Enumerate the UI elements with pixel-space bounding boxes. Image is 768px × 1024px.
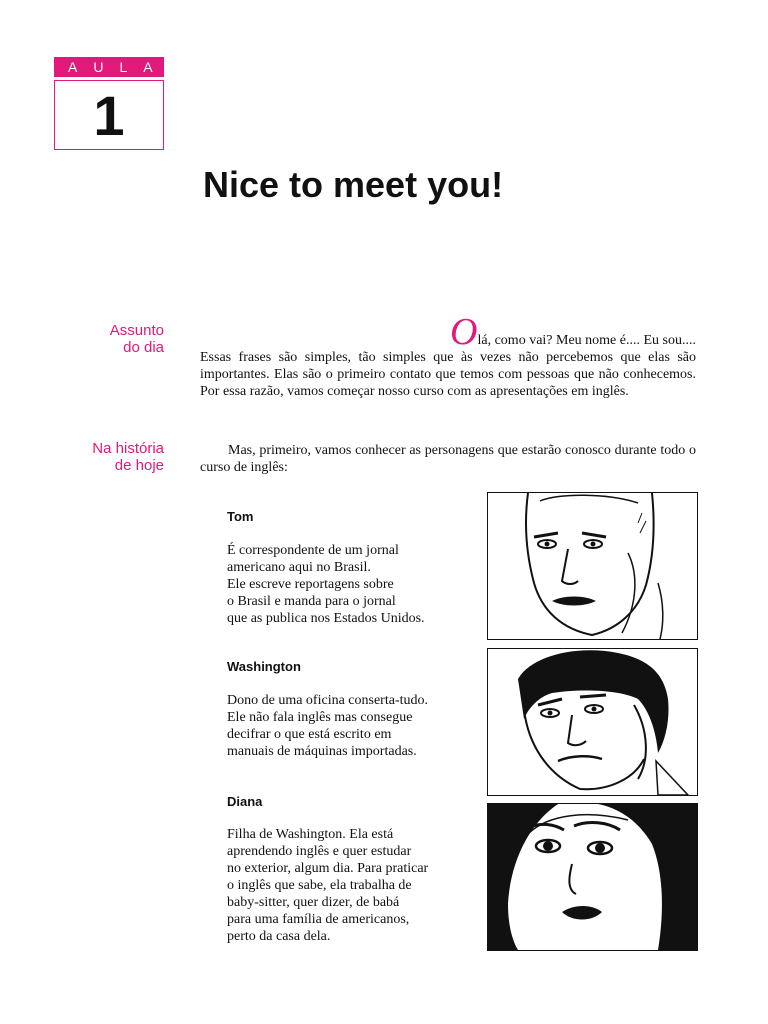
page-title: Nice to meet you! xyxy=(203,164,504,205)
character-description-washington xyxy=(227,692,477,760)
assunto-body: Essas frases são simples, tão simples que às vezes não percebemos que elas são importantes. Elas são o primeiro contato que temos com pessoas que não conhecemos. Por essa razão, vamos começar nosso curso com as apresentações em inglês. xyxy=(200,350,696,399)
section-label-historia xyxy=(34,440,164,474)
man-dark-hair-portrait-icon xyxy=(488,649,697,795)
character-name-tom: Tom xyxy=(227,509,254,524)
description-line: o Brasil e manda para o jornal xyxy=(227,594,396,609)
section-label-assunto-line2: do dia xyxy=(123,339,164,356)
description-line: É correspondente de um jornal xyxy=(227,543,399,558)
description-line: baby-sitter, quer dizer, de babá xyxy=(227,895,400,910)
character-description-tom xyxy=(227,542,477,627)
description-line: para uma família de americanos, xyxy=(227,912,410,927)
description-line: no exterior, algum dia. Para praticar xyxy=(227,861,429,876)
assunto-first-line xyxy=(200,311,696,353)
portrait-tom xyxy=(487,492,698,640)
section-label-historia-line2: de hoje xyxy=(114,457,164,474)
portrait-diana xyxy=(487,803,698,951)
description-line: decifrar o que está escrito em xyxy=(227,727,392,742)
man-face-portrait-icon xyxy=(488,493,697,639)
drop-cap: O xyxy=(450,311,478,353)
section-label-historia-line1: Na história xyxy=(92,440,164,457)
character-name-diana: Diana xyxy=(227,794,263,809)
description-line: Ele não fala inglês mas consegue xyxy=(227,710,413,725)
description-line: o inglês que sabe, ela trabalha de xyxy=(227,878,412,893)
woman-face-portrait-icon xyxy=(488,804,697,950)
description-line: americano aqui no Brasil. xyxy=(227,560,371,575)
description-line: manuais de máquinas importadas. xyxy=(227,744,417,759)
character-name-washington: Washington xyxy=(227,659,301,674)
description-line: Filha de Washington. Ela está xyxy=(227,827,394,842)
historia-paragraph: Mas, primeiro, vamos conhecer as personagens que estarão conosco durante todo o curso de inglês: xyxy=(200,443,696,475)
assunto-paragraph xyxy=(200,311,696,400)
portrait-washington xyxy=(487,648,698,796)
description-line: aprendendo inglês e quer estudar xyxy=(227,844,412,859)
aula-number: 1 xyxy=(54,80,164,150)
section-label-assunto-line1: Assunto xyxy=(109,322,164,339)
description-line: Dono de uma oficina conserta-tudo. xyxy=(227,693,428,708)
description-line: Ele escreve reportagens sobre xyxy=(227,577,394,592)
description-line: perto da casa dela. xyxy=(227,929,331,944)
description-line: que as publica nos Estados Unidos. xyxy=(227,611,425,626)
character-description-diana xyxy=(227,826,477,945)
aula-label: AULA xyxy=(54,57,164,77)
assunto-first-line-text: lá, como vai? Meu nome é.... Eu sou.... xyxy=(477,333,696,348)
section-label-assunto xyxy=(34,322,164,356)
